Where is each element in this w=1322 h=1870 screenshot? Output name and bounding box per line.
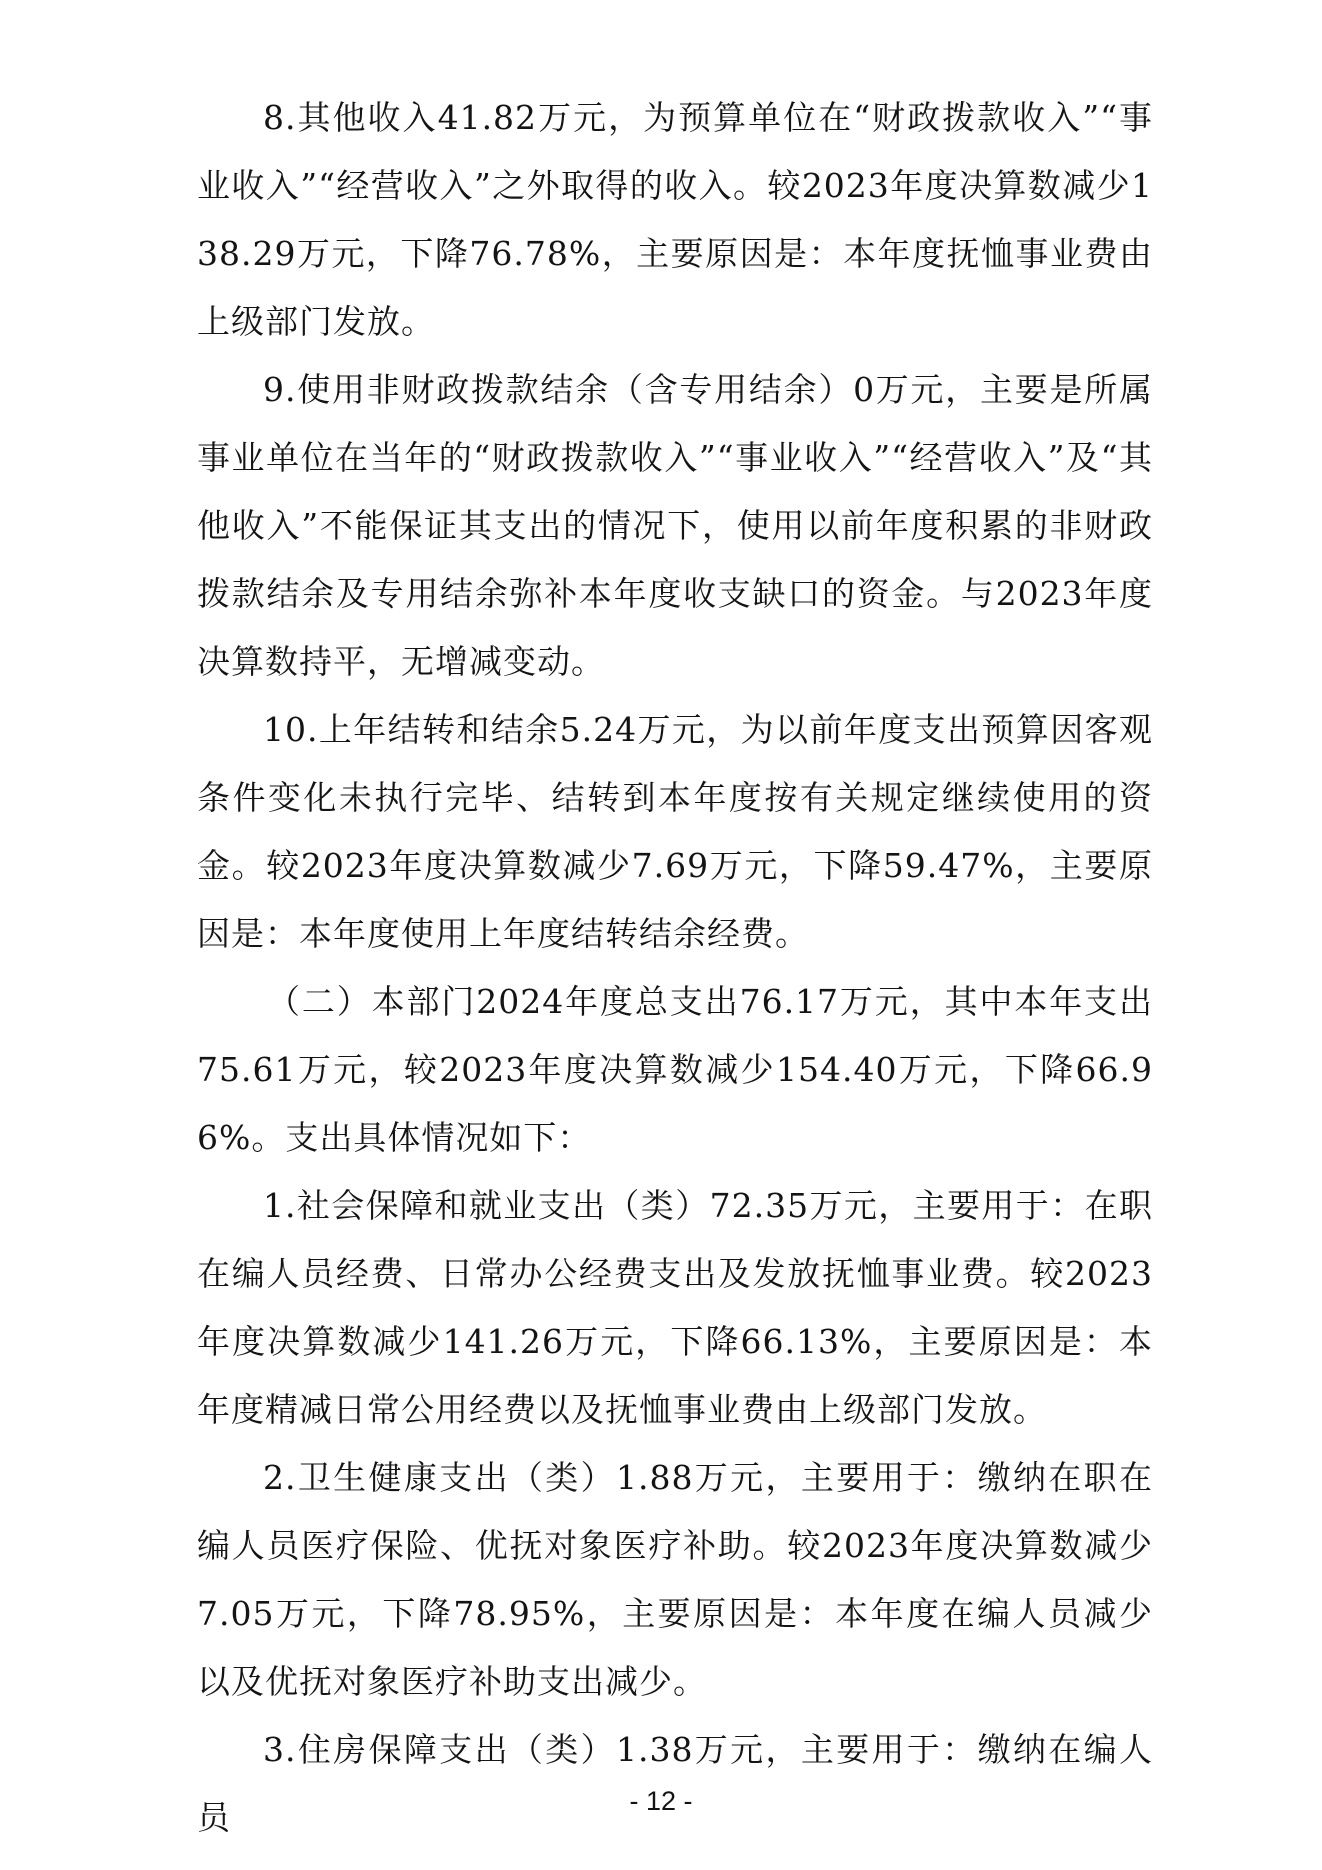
paragraph-non-fiscal-balance: 9.使用非财政拨款结余（含专用结余）0万元，主要是所属事业单位在当年的“财政拨款收入”“事业收入”“经营收入”及“其他收入”不能保证其支出的情况下，使用以前年度积累的非财政拨款结余及专用结余弥补本年度收支缺口的资金。与2023年度决算数持平，无增减变动。 (197, 370, 1153, 681)
paragraph-total-expenditure: （二）本部门2024年度总支出76.17万元，其中本年支出75.61万元，较2023年度决算数减少154.40万元，下降66.96%。支出具体情况如下： (197, 982, 1153, 1157)
paragraph-health-expenditure: 2.卫生健康支出（类）1.88万元，主要用于：缴纳在职在编人员医疗保险、优抚对象医疗补助。较2023年度决算数减少7.05万元，下降78.95%，主要原因是：本年度在编人员减少以及优抚对象医疗补助支出减少。 (197, 1458, 1153, 1701)
page-number: - 12 - (629, 1786, 693, 1816)
paragraph-prior-year-carryover: 10.上年结转和结余5.24万元，为以前年度支出预算因客观条件变化未执行完毕、结转到本年度按有关规定继续使用的资金。较2023年度决算数减少7.69万元，下降59.47%，主要原因是：本年度使用上年度结转结余经费。 (197, 710, 1153, 953)
paragraph-social-security-expenditure: 1.社会保障和就业支出（类）72.35万元，主要用于：在职在编人员经费、日常办公经费支出及发放抚恤事业费。较2023年度决算数减少141.26万元，下降66.13%，主要原因是：本年度精减日常公用经费以及抚恤事业费由上级部门发放。 (197, 1186, 1153, 1429)
paragraph-other-income: 8.其他收入41.82万元，为预算单位在“财政拨款收入”“事业收入”“经营收入”之外取得的收入。较2023年度决算数减少138.29万元，下降76.78%，主要原因是：本年度抚恤事业费由上级部门发放。 (197, 98, 1153, 341)
document-body (197, 84, 1153, 1852)
paragraph-housing-expenditure: 3.住房保障支出（类）1.38万元，主要用于：缴纳在编人员 (197, 1730, 1153, 1837)
